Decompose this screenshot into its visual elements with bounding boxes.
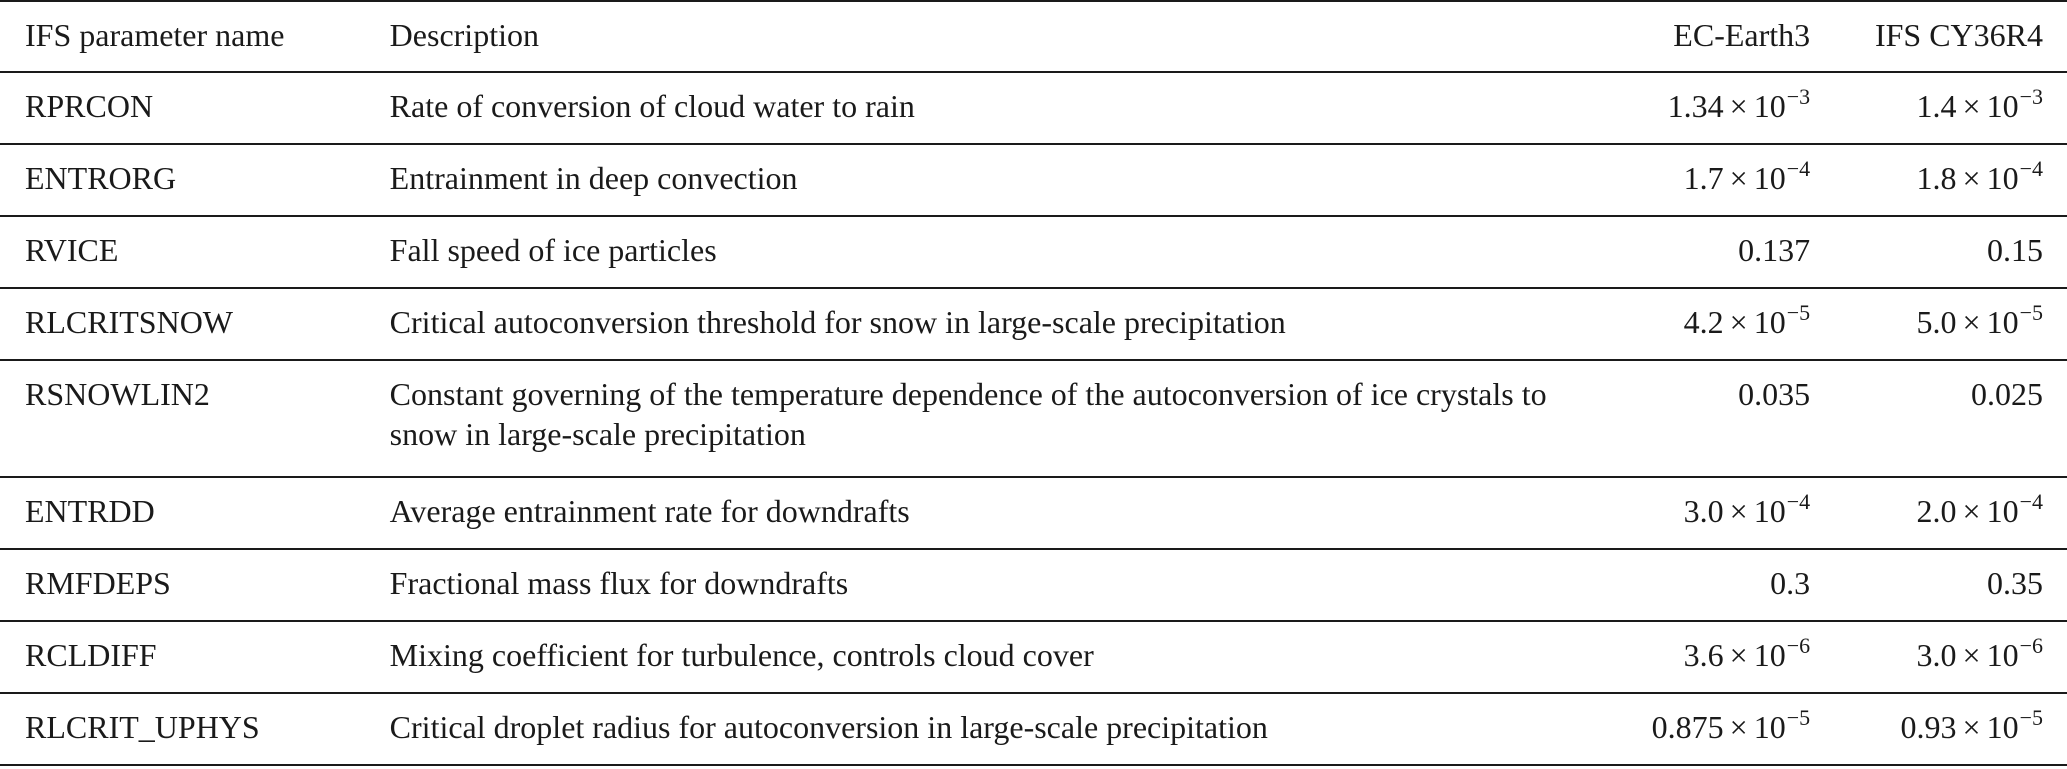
- parameter-name: ENTRDD: [0, 477, 390, 549]
- exponent: −5: [2019, 300, 2043, 325]
- parameter-name: RSNOWLIN2: [0, 360, 390, 477]
- description-text: Constant governing of the temperature dependence of the autoconversion of ice crystals to snow in large-scale precipitation: [389, 376, 1547, 452]
- mantissa: 2.0: [1916, 493, 1957, 529]
- ifs-cy36r4-value: [1810, 144, 2067, 216]
- parameter-description: Fractional mass flux for downdrafts: [390, 549, 1575, 621]
- ifs-cy36r4-value: [1810, 477, 2067, 549]
- mantissa: 1.8: [1916, 160, 1957, 196]
- times-sign: ×: [1729, 493, 1748, 529]
- mantissa: 5.0: [1916, 304, 1957, 340]
- parameter-name: RLCRIT_UPHYS: [0, 693, 390, 765]
- times-sign: ×: [1962, 88, 1981, 124]
- ec-earth3-value: 0.035: [1574, 360, 1810, 477]
- header-parameter-name: IFS parameter name: [0, 1, 390, 72]
- ec-earth3-value: [1574, 288, 1810, 360]
- table-row: [0, 360, 2067, 477]
- ec-earth3-value: [1574, 693, 1810, 765]
- times-sign: ×: [1729, 637, 1748, 673]
- base: 10: [1753, 160, 1786, 196]
- mantissa: 1.34: [1667, 88, 1724, 124]
- table-row: [0, 549, 2067, 621]
- parameter-description: Mixing coefficient for turbulence, controls cloud cover: [390, 621, 1575, 693]
- table-row: [0, 477, 2067, 549]
- ifs-cy36r4-value: [1810, 288, 2067, 360]
- mantissa: 0.875: [1651, 709, 1724, 745]
- times-sign: ×: [1729, 304, 1748, 340]
- parameter-description: Critical autoconversion threshold for snow in large-scale precipitation: [390, 288, 1575, 360]
- table-row: [0, 216, 2067, 288]
- ifs-cy36r4-value: [1810, 693, 2067, 765]
- ec-earth3-value: [1574, 477, 1810, 549]
- exponent: −5: [1786, 300, 1811, 325]
- header-ec-earth3: EC-Earth3: [1574, 1, 1810, 72]
- ec-earth3-value: 0.137: [1574, 216, 1810, 288]
- exponent: −5: [2019, 705, 2043, 730]
- parameter-description: Rate of conversion of cloud water to rain: [390, 72, 1575, 144]
- mantissa: 1.4: [1916, 88, 1957, 124]
- times-sign: ×: [1962, 493, 1981, 529]
- parameter-name: RLCRITSNOW: [0, 288, 390, 360]
- ec-earth3-value: [1574, 72, 1810, 144]
- exponent: −3: [1786, 84, 1811, 109]
- parameter-description: Fall speed of ice particles: [390, 216, 1575, 288]
- exponent: −4: [1786, 489, 1811, 514]
- exponent: −6: [1786, 633, 1811, 658]
- ifs-cy36r4-value: 0.15: [1810, 216, 2067, 288]
- mantissa: 3.0: [1683, 493, 1724, 529]
- ec-earth3-value: [1574, 144, 1810, 216]
- times-sign: ×: [1962, 304, 1981, 340]
- mantissa: 3.6: [1683, 637, 1724, 673]
- base: 10: [1986, 637, 2019, 673]
- ifs-cy36r4-value: 0.025: [1810, 360, 2067, 477]
- exponent: −6: [2019, 633, 2043, 658]
- base: 10: [1986, 709, 2019, 745]
- mantissa: 0.93: [1900, 709, 1957, 745]
- mantissa: 3.0: [1916, 637, 1957, 673]
- base: 10: [1753, 493, 1786, 529]
- mantissa: 4.2: [1683, 304, 1724, 340]
- ec-earth3-value: 0.3: [1574, 549, 1810, 621]
- base: 10: [1986, 493, 2019, 529]
- base: 10: [1753, 88, 1786, 124]
- header-row: [0, 1, 2067, 72]
- times-sign: ×: [1729, 160, 1748, 196]
- times-sign: ×: [1729, 88, 1748, 124]
- mantissa: 1.7: [1683, 160, 1724, 196]
- times-sign: ×: [1729, 709, 1748, 745]
- parameter-name: RMFDEPS: [0, 549, 390, 621]
- parameter-name: RVICE: [0, 216, 390, 288]
- parameter-name: RPRCON: [0, 72, 390, 144]
- table-row: [0, 144, 2067, 216]
- parameter-name: ENTRORG: [0, 144, 390, 216]
- exponent: −4: [2019, 156, 2043, 181]
- table-row: [0, 72, 2067, 144]
- ifs-cy36r4-value: [1810, 621, 2067, 693]
- exponent: −4: [2019, 489, 2043, 514]
- base: 10: [1986, 88, 2019, 124]
- parameter-description: Average entrainment rate for downdrafts: [390, 477, 1575, 549]
- ifs-cy36r4-value: [1810, 72, 2067, 144]
- ec-earth3-value: [1574, 621, 1810, 693]
- exponent: −4: [1786, 156, 1811, 181]
- times-sign: ×: [1962, 160, 1981, 196]
- header-description: Description: [390, 1, 1575, 72]
- table-row: [0, 621, 2067, 693]
- parameter-description: Entrainment in deep convection: [390, 144, 1575, 216]
- header-ifs-cy36r4: IFS CY36R4: [1810, 1, 2067, 72]
- base: 10: [1753, 709, 1786, 745]
- parameter-description: Critical droplet radius for autoconversion in large-scale precipitation: [390, 693, 1575, 765]
- base: 10: [1753, 637, 1786, 673]
- table-row: [0, 693, 2067, 765]
- exponent: −5: [1786, 705, 1811, 730]
- parameter-name: RCLDIFF: [0, 621, 390, 693]
- exponent: −3: [2019, 84, 2043, 109]
- parameter-description: [390, 360, 1575, 477]
- base: 10: [1986, 304, 2019, 340]
- times-sign: ×: [1962, 709, 1981, 745]
- base: 10: [1986, 160, 2019, 196]
- table-row: [0, 288, 2067, 360]
- times-sign: ×: [1962, 637, 1981, 673]
- base: 10: [1753, 304, 1786, 340]
- ifs-cy36r4-value: 0.35: [1810, 549, 2067, 621]
